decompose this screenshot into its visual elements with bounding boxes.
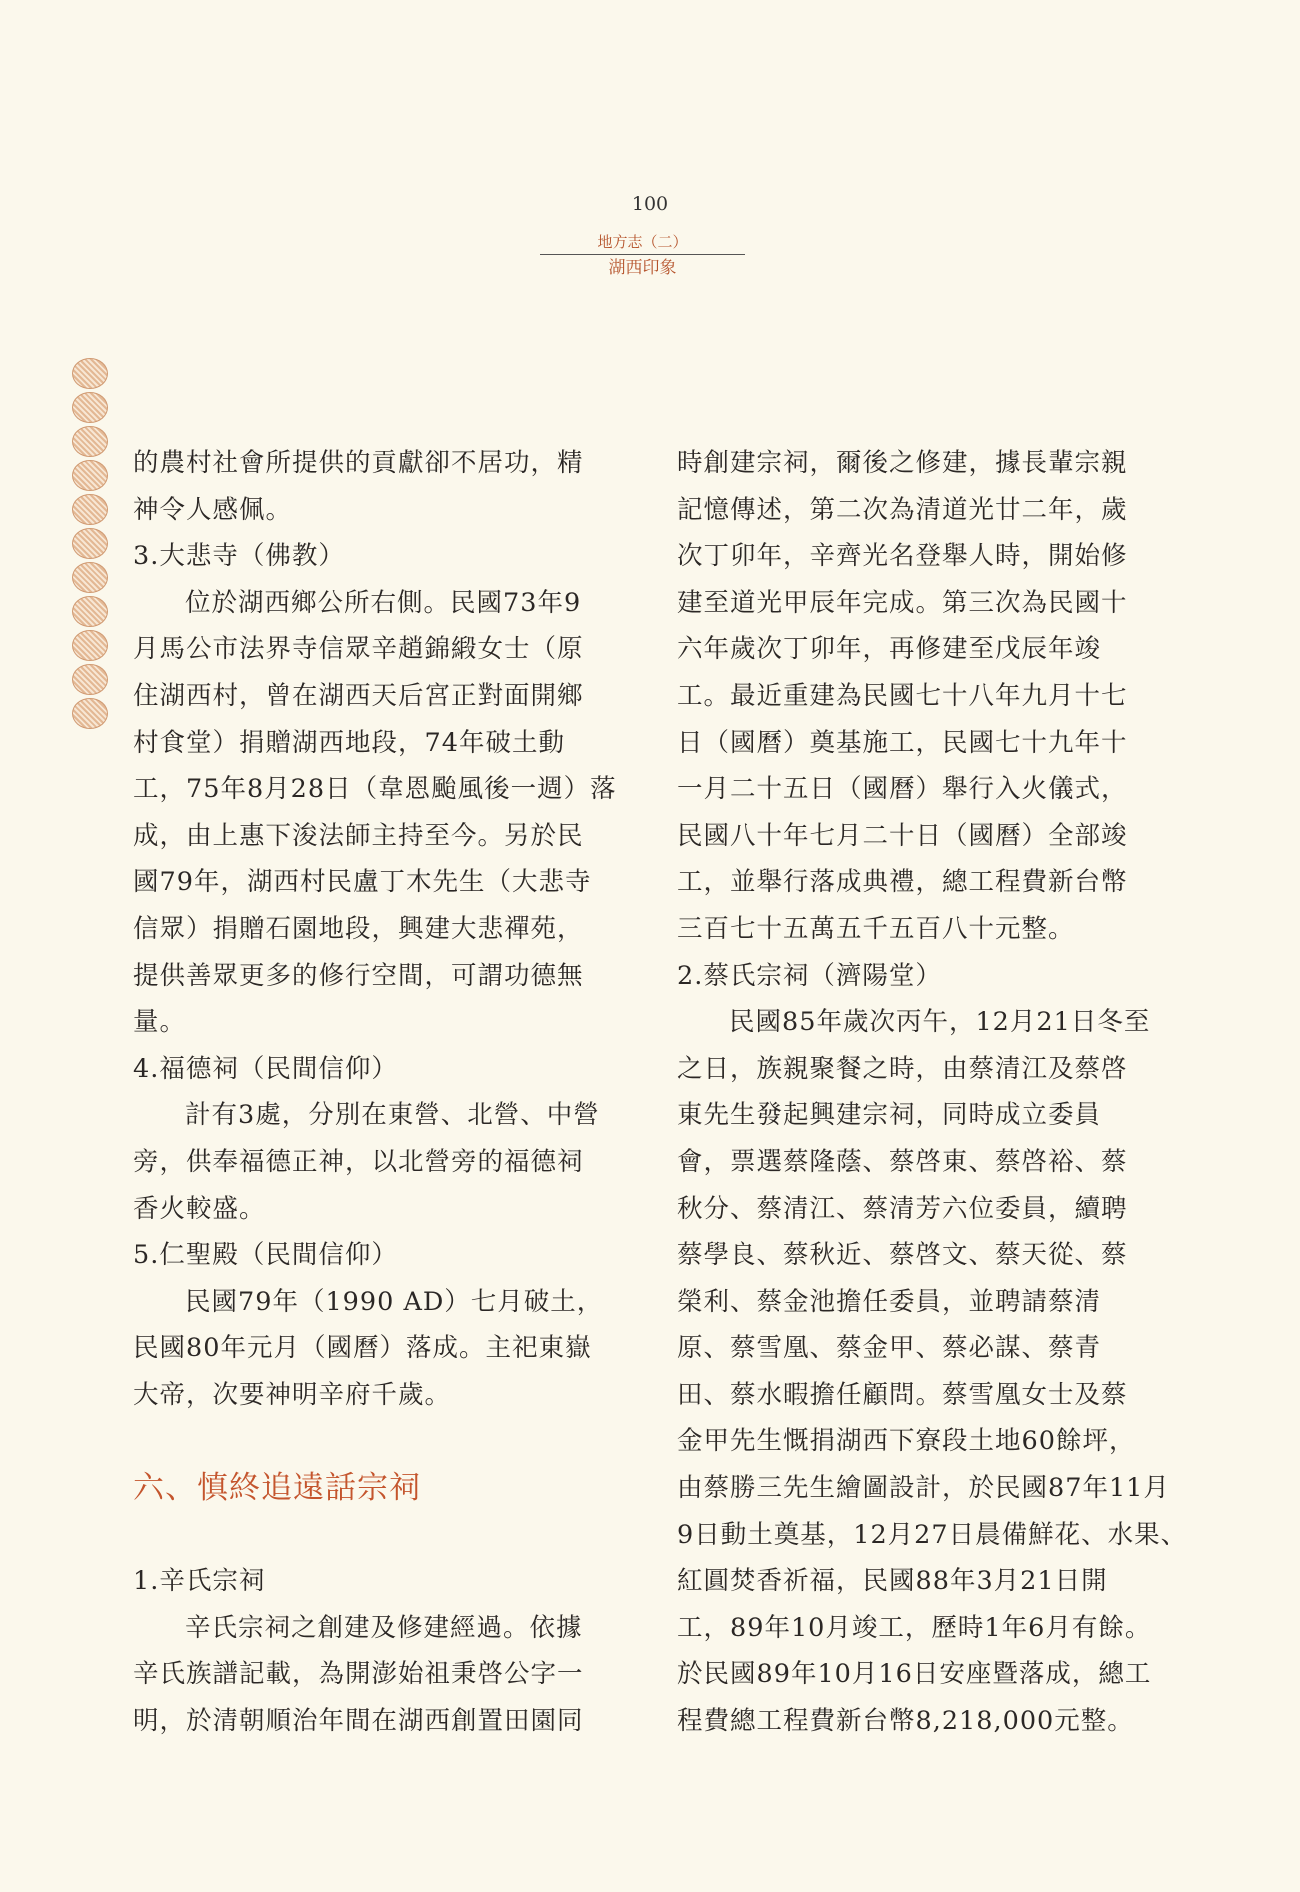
bead-ornament: [72, 664, 108, 695]
text-line: 於民國89年10月16日安座暨落成，總工: [677, 1659, 1152, 1690]
text-line: 9日動土奠基，12月27日晨備鮮花、水果、: [677, 1519, 1188, 1550]
text-line: 提供善眾更多的修行空間，可謂功德無: [133, 960, 584, 991]
text-line: 三百七十五萬五千五百八十元整。: [677, 913, 1075, 944]
text-line: 由蔡勝三先生繪圖設計，於民國87年11月: [677, 1473, 1170, 1504]
text-line: 蔡學良、蔡秋近、蔡啓文、蔡天從、蔡: [677, 1240, 1128, 1271]
text-line: 村食堂）捐贈湖西地段，74年破土動: [133, 727, 565, 758]
page-number: 100: [631, 193, 669, 215]
right-text-column: [677, 440, 1188, 1745]
item-heading: 4.福德祠（民間信仰）: [133, 1053, 398, 1084]
bead-ornament: [72, 596, 108, 627]
text-line: 神令人感佩。: [133, 494, 293, 525]
text-line: 住湖西村，曾在湖西天后宮正對面開鄉: [133, 680, 584, 711]
text-line: 辛氏宗祠之創建及修建經過。依據: [185, 1612, 583, 1643]
text-line: 會，票選蔡隆蔭、蔡啓東、蔡啓裕、蔡: [677, 1146, 1128, 1177]
spacer-line: [133, 1512, 611, 1559]
text-line: 民國80年元月（國曆）落成。主祀東嶽: [133, 1333, 592, 1364]
bead-ornament: [72, 630, 108, 661]
text-line: 民國八十年七月二十日（國曆）全部竣: [677, 820, 1128, 851]
text-line: 香火較盛。: [133, 1193, 266, 1224]
text-line: 田、蔡水暇擔任顧問。蔡雪凰女士及蔡: [677, 1379, 1128, 1410]
bead-ornament: [72, 358, 108, 389]
decorative-bead-border: [72, 358, 110, 729]
text-line: 工，並舉行落成典禮，總工程費新台幣: [677, 867, 1128, 898]
left-text-column: [133, 440, 617, 1745]
text-line: 旁，供奉福德正神，以北營旁的福德祠: [133, 1146, 584, 1177]
item-heading: 5.仁聖殿（民間信仰）: [133, 1240, 398, 1271]
book-title: 湖西印象: [608, 258, 677, 278]
item-heading: 3.大悲寺（佛教）: [133, 541, 345, 572]
text-line: 民國79年（1990 AD）七月破土，: [185, 1286, 604, 1317]
text-line: 原、蔡雪凰、蔡金甲、蔡必謀、蔡青: [677, 1333, 1102, 1364]
text-line: 建至道光甲辰年完成。第三次為民國十: [677, 587, 1128, 618]
text-line: 時創建宗祠，爾後之修建，據長輩宗親: [677, 448, 1128, 478]
text-line: 工。最近重建為民國七十八年九月十七: [677, 680, 1128, 711]
text-line: 金甲先生慨捐湖西下寮段土地60餘坪，: [677, 1426, 1136, 1457]
bead-ornament: [72, 562, 108, 593]
item-heading: 2.蔡氏宗祠（濟陽堂）: [677, 960, 942, 991]
text-line: 六年歲次丁卯年，再修建至戊辰年竣: [677, 634, 1102, 665]
text-line: 民國85年歲次丙午，12月21日冬至: [729, 1007, 1151, 1038]
spacer-line: [133, 1418, 611, 1465]
text-line: 辛氏族譜記載，為開澎始祖秉啓公字一: [133, 1659, 584, 1690]
text-line: 計有3處，分別在東營、北營、中營: [185, 1100, 600, 1131]
header-divider: [540, 254, 745, 255]
text-line: 榮利、蔡金池擔任委員，並聘請蔡清: [677, 1286, 1102, 1317]
text-line: 一月二十五日（國曆）舉行入火儀式，: [677, 774, 1128, 805]
text-line: 的農村社會所提供的貢獻卻不居功，精: [133, 448, 584, 478]
text-line: 大帝，次要神明辛府千歲。: [133, 1379, 452, 1410]
text-line: 位於湖西鄉公所右側。民國73年9: [185, 587, 582, 618]
series-title: 地方志（二）: [597, 233, 688, 251]
text-line: 成，由上惠下浚法師主持至今。另於民: [133, 820, 584, 851]
bead-ornament: [72, 698, 108, 729]
bead-ornament: [72, 494, 108, 525]
text-line: 工，75年8月28日（韋恩颱風後一週）落: [133, 774, 617, 805]
running-header: [540, 232, 745, 278]
bead-ornament: [72, 392, 108, 423]
text-line: 記憶傳述，第二次為清道光廿二年，歲: [677, 494, 1128, 525]
bead-ornament: [72, 528, 108, 559]
text-line: 之日，族親聚餐之時，由蔡清江及蔡啓: [677, 1053, 1128, 1084]
text-line: 工，89年10月竣工，歷時1年6月有餘。: [677, 1612, 1152, 1643]
text-line: 程費總工程費新台幣8,218,000元整。: [677, 1706, 1134, 1737]
text-line: 日（國曆）奠基施工，民國七十九年十: [677, 727, 1128, 758]
text-line: 明，於清朝順治年間在湖西創置田園同: [133, 1706, 584, 1737]
bead-ornament: [72, 460, 108, 491]
text-line: 東先生發起興建宗祠，同時成立委員: [677, 1100, 1102, 1131]
item-heading: 1.辛氏宗祠: [133, 1566, 266, 1597]
text-line: 信眾）捐贈石園地段，興建大悲禪苑，: [133, 913, 584, 944]
text-line: 國79年，湖西村民盧丁木先生（大悲寺: [133, 867, 592, 898]
text-line: 秋分、蔡清江、蔡清芳六位委員，續聘: [677, 1193, 1128, 1224]
text-line: 紅圓焚香祈福，民國88年3月21日開: [677, 1566, 1108, 1597]
text-line: 次丁卯年，辛齊光名登舉人時，開始修: [677, 541, 1128, 572]
text-line: 月馬公市法界寺信眾辛趙錦緞女士（原: [133, 634, 584, 665]
section-heading: 六、慎終追遠話宗祠: [133, 1470, 421, 1507]
bead-ornament: [72, 426, 108, 457]
text-line: 量。: [133, 1007, 187, 1038]
